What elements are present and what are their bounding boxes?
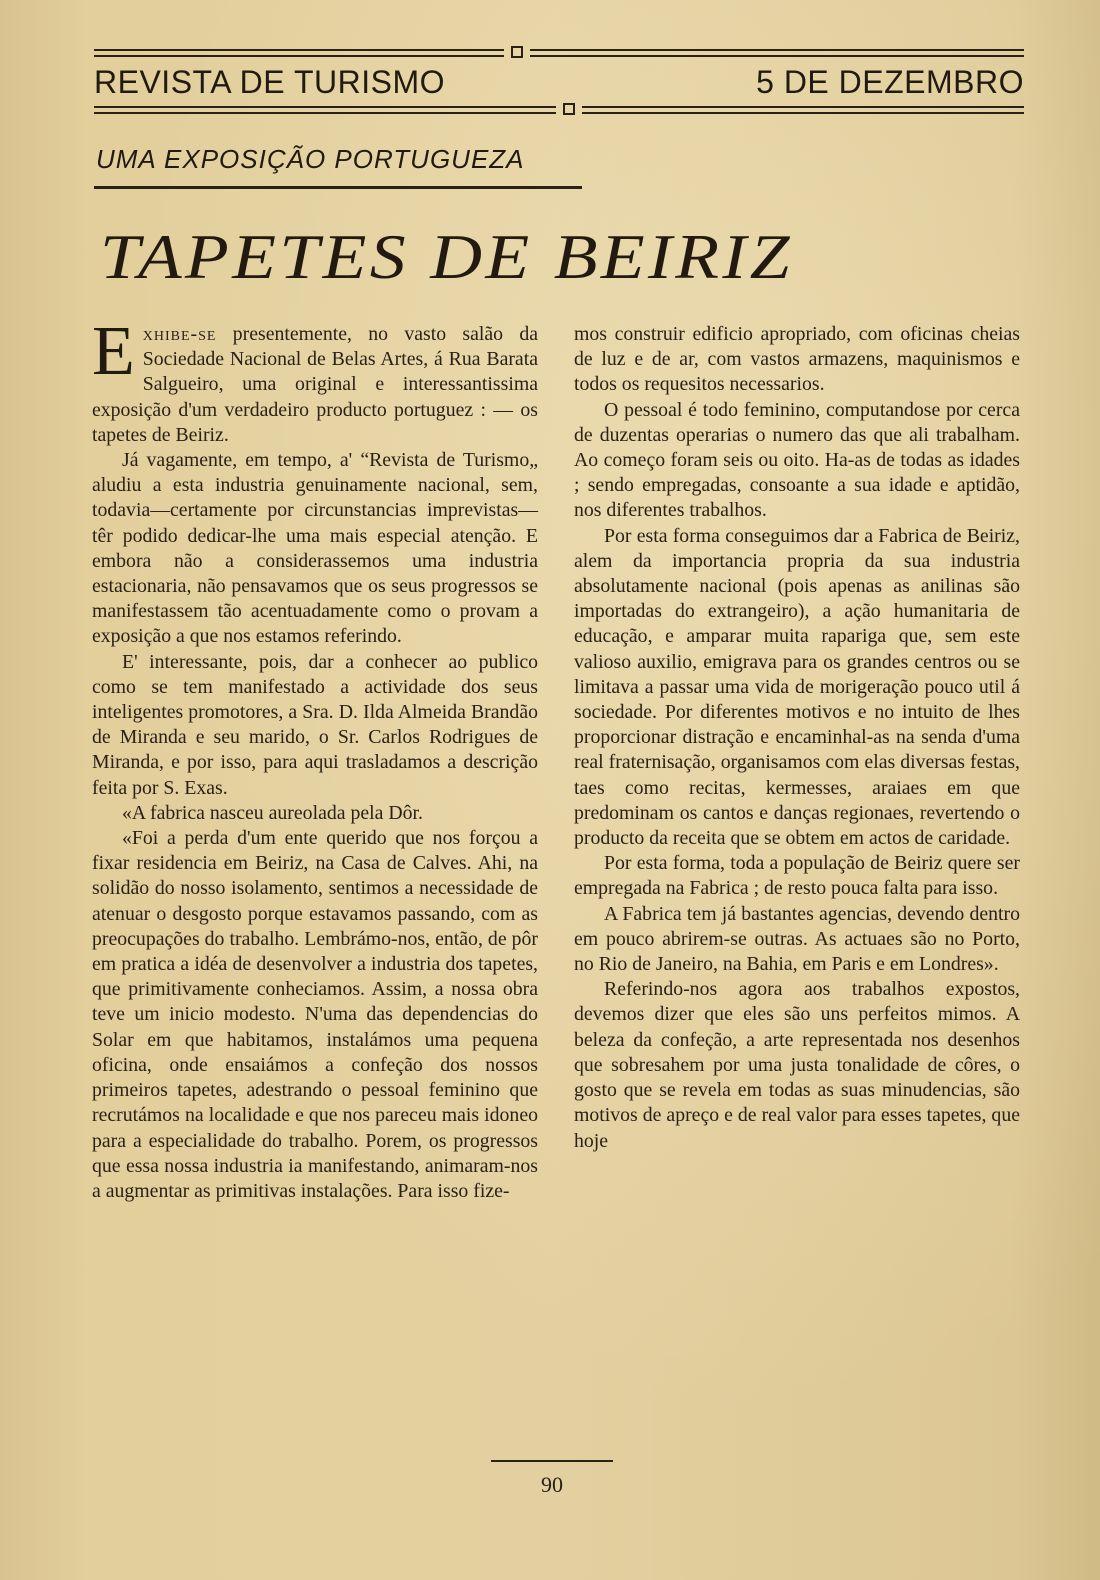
paragraph: «Foi a perda d'um ente querido que nos forçou a fixar residencia em Beiriz, na Casa de Calves. Ahi, na solidão do nosso isolamento, sentimos a necessidade de atenuar o desgosto porque estavamos passando, com as preocupações do trabalho. Lembrámo-nos, então, de pôr em pratica a idéa de desenvolver a industria dos tapetes, que primitivamente conheciamos. Assim, a nossa obra teve um inicio modesto. N'uma das dependencias do Solar em que habitamos, instalámos uma pequena oficina, onde ensaiámos a confeção dos nossos primeiros tapetes, adestrando o pessoal feminino que recrutámos na localidade e que nos pareceu mais idoneo para a especialidade do trabalho. Porem, os progressos que essa nossa industria ia manifestando, animaram-nos a augmentar as primitivas instalações. Para isso fize- (92, 827, 538, 1202)
article-title: TAPETES DE BEIRIZ (100, 221, 793, 292)
paragraph: Já vagamente, em tempo, a' “Revista de Turismo„ aludiu a esta industria genuinamente nacional, sem, todavia—certamente por circunstancias imprevistas—têr podido dedicar-lhe uma mais especial atenção. E embora não a considerassemos uma industria estacionaria, não pensavamos que os seus progressos se manifestassem tão acentuadamente como o provam a exposição a que nos estamos referindo. (92, 449, 538, 648)
ornament-box (511, 46, 523, 58)
drop-cap: E (92, 313, 135, 390)
paragraph: A Fabrica tem já bastantes agencias, devendo dentro em pouco abrirem-se outras. As actuaes são no Porto, no Rio de Janeiro, na Bahia, em Paris e em Londres». (574, 902, 1020, 976)
paragraph: Referindo-nos agora aos trabalhos expostos, devemos dizer que eles são uns perfeitos mimos. A beleza da confeção, a arte representada nos desenhos que sobresahem por uma justa tonalidade de côres, o gosto que se revela em todas as suas minudencias, são motivos de apreço e de real valor para esses tapetes, que hoje (574, 978, 1020, 1152)
paragraph: E' interessante, pois, dar a conhecer ao publico como se tem manifestado a actividade dos seus inteligentes promotores, a Sra. D. Ilda Almeida Brandão de Miranda e seu marido, o Sr. Carlos Rodrigues de Miranda, e por isso, para aqui trasladamos a descrição feita por S. Exas. (92, 650, 538, 799)
issue-date: 5 DE DEZEMBRO (756, 64, 1024, 100)
section-underline (94, 186, 582, 189)
paragraph: Por esta forma, toda a população de Beiriz quere ser empregada na Fabrica ; de resto pouca falta para isso. (574, 852, 1020, 900)
right-column (574, 322, 1020, 1154)
ornament-box (563, 103, 575, 115)
section-title: UMA EXPOSIÇÃO PORTUGUEZA (96, 144, 525, 174)
lead-paragraph (92, 313, 538, 448)
paragraph: mos construir edificio apropriado, com oficinas cheias de luz e de ar, com vastos armazens, maquinismos e todos os requesitos necessarios. (574, 323, 1020, 396)
left-column (92, 313, 538, 1204)
publication-name: REVISTA DE TURISMO (94, 64, 445, 100)
page-number: 90 (541, 1472, 563, 1497)
footer-rule (491, 1460, 613, 1462)
paragraph: Por esta forma conseguimos dar a Fabrica de Beiriz, alem da importancia propria da sua industria absolutamente nacional (pois apenas as anilinas são importadas do extrangeiro), a ação humanitaria de educação, e amparar muita rapariga que, sem este valioso auxilio, emigrava para os grandes centros ou se limitava a passar uma vida de morigeração pouco util á sociedade. Por diferentes motivos e no intuito de lhes proporcionar distração e encaminhal-as na senda d'uma real fraternisação, organisamos com elas diversas festas, taes como recitas, kermesses, araiaes em que predominam os cantos e danças regionaes, revertendo o producto da receita que se obtem em actos de caridade. (574, 524, 1020, 850)
paragraph: «A fabrica nasceu aureolada pela Dôr. (122, 801, 423, 824)
lead-smallcaps: xhibe-se (142, 323, 217, 345)
paragraph-text: presentemente, no vasto salão da Sociedade Nacional de Belas Artes, á Rua Barata Salgueiro, uma original e interessantissima exposição d'um verdadeiro producto portuguez : — os tapetes de Beiriz. (92, 323, 538, 446)
top-double-rule (94, 46, 1024, 60)
header-bottom-double-rule (94, 103, 1024, 117)
paragraph: O pessoal é todo feminino, computandose por cerca de duzentas operarias o numero das que ali trabalham. Ao começo foram seis ou oito. Ha-as de todas as idades ; sendo empregadas, consoante a sua idade e aptidão, nos diferentes trabalhos. (574, 398, 1020, 522)
running-header (94, 64, 1024, 104)
